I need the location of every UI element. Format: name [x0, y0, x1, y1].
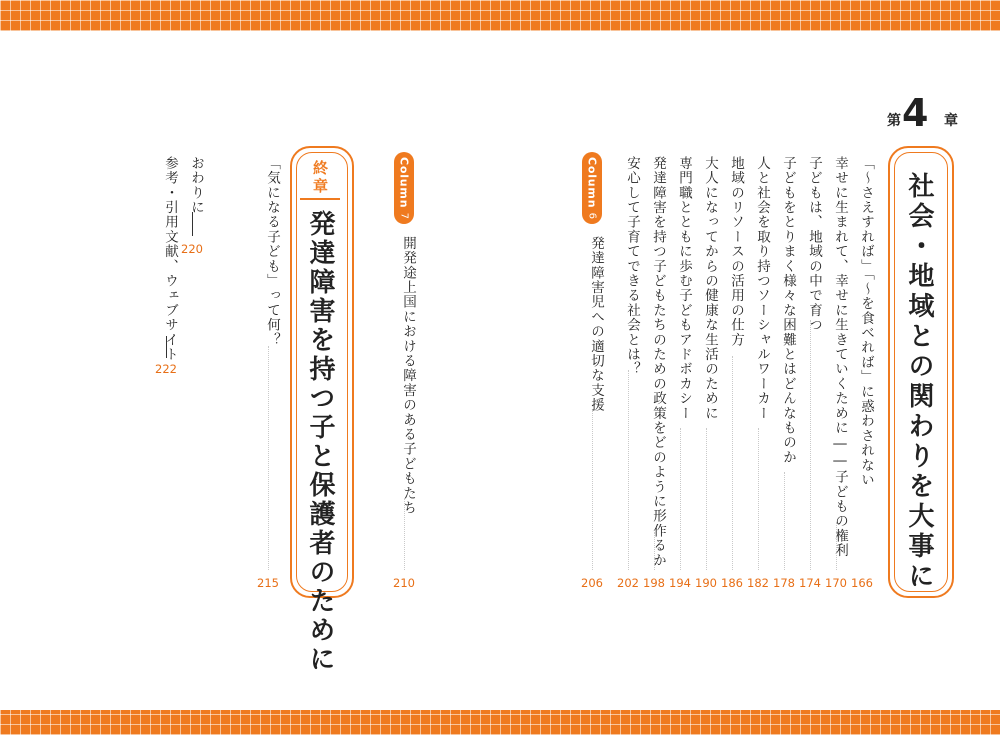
leader-line [192, 212, 193, 236]
toc-entry[interactable]: 大人になってからの健康な生活のために [702, 156, 718, 421]
page-number: 194 [669, 576, 691, 590]
toc-entry[interactable]: 専門職とともに歩む子どもアドボカシー [676, 156, 692, 421]
leader-dots [680, 428, 681, 570]
toc-entry[interactable]: 安心して子育てできる社会とは？ [624, 156, 640, 377]
final-chapter-label-rule [300, 198, 340, 200]
toc-entry[interactable]: 子どもは、地域の中で育つ [806, 156, 822, 333]
column-6-number: 6 [586, 212, 598, 220]
leader-dots [810, 320, 811, 570]
leader-dots [758, 428, 759, 570]
column-7-title[interactable]: 開発途上国における障害のある子どもたち [400, 236, 416, 516]
toc-entry[interactable]: 人と社会を取り持つソーシャルワーカー [754, 156, 770, 421]
page-number: 190 [695, 576, 717, 590]
toc-entry[interactable]: 地域のリソースの活用の仕方 [728, 156, 744, 348]
toc-entry[interactable]: 幸せに生まれて、幸せに生きていくために――子どもの権利 [832, 156, 848, 558]
column-6-label [582, 152, 602, 224]
leader-dots [404, 498, 405, 570]
leader-dots [784, 472, 785, 570]
chapter-suffix: 章 [944, 113, 958, 129]
chapter-prefix: 第 [887, 113, 901, 129]
page-number: 178 [773, 576, 795, 590]
leader-dots [592, 410, 593, 570]
top-decorative-band [0, 0, 1000, 31]
page-number: 215 [257, 576, 279, 590]
page-number: 174 [799, 576, 821, 590]
toc-entry[interactable]: 「気になる子ども」って何？ [264, 156, 280, 348]
leader-dots [268, 346, 269, 570]
page-number: 210 [393, 576, 415, 590]
chapter-4-title: 社会・地域との関わりを大事に [904, 172, 934, 592]
column-6-title[interactable]: 発達障害児への適切な支援 [588, 236, 604, 413]
bottom-decorative-band [0, 710, 1000, 735]
page-number: 186 [721, 576, 743, 590]
leader-dots [706, 428, 707, 570]
page-number: 166 [851, 576, 873, 590]
toc-entry[interactable]: 子どもをとりまく様々な困難とはどんなものか [780, 156, 796, 465]
chapter-4-label [884, 91, 964, 136]
page-number: 182 [747, 576, 769, 590]
leader-line [166, 336, 167, 358]
page-number: 198 [643, 576, 665, 590]
toc-entry[interactable]: 「〜さえすれば」「〜を食べれば」に惑わされない [858, 156, 874, 488]
leader-dots [654, 532, 655, 570]
final-chapter-title: 発達障害を持つ子と保護者のために [305, 210, 335, 674]
column-7-number: 7 [398, 212, 410, 220]
leader-dots [732, 356, 733, 570]
leader-dots [628, 370, 629, 570]
toc-entry[interactable]: おわりに [188, 156, 204, 215]
column-6-word: Column [585, 156, 599, 208]
chapter-number: 4 [902, 91, 929, 135]
column-7-label [394, 152, 414, 224]
final-chapter-label: 終章 [311, 160, 329, 196]
column-7-word: Column [397, 156, 411, 208]
page-number: 202 [617, 576, 639, 590]
page-number: 222 [155, 362, 177, 376]
page-number: 170 [825, 576, 847, 590]
page-number: 220 [181, 242, 203, 256]
toc-entry[interactable]: 発達障害を持つ子どもたちのための政策をどのように形作るか [650, 156, 666, 568]
leader-dots [836, 522, 837, 570]
page-number: 206 [581, 576, 603, 590]
toc-entry[interactable]: 参考・引用文献、ウェブサイト [162, 156, 178, 362]
